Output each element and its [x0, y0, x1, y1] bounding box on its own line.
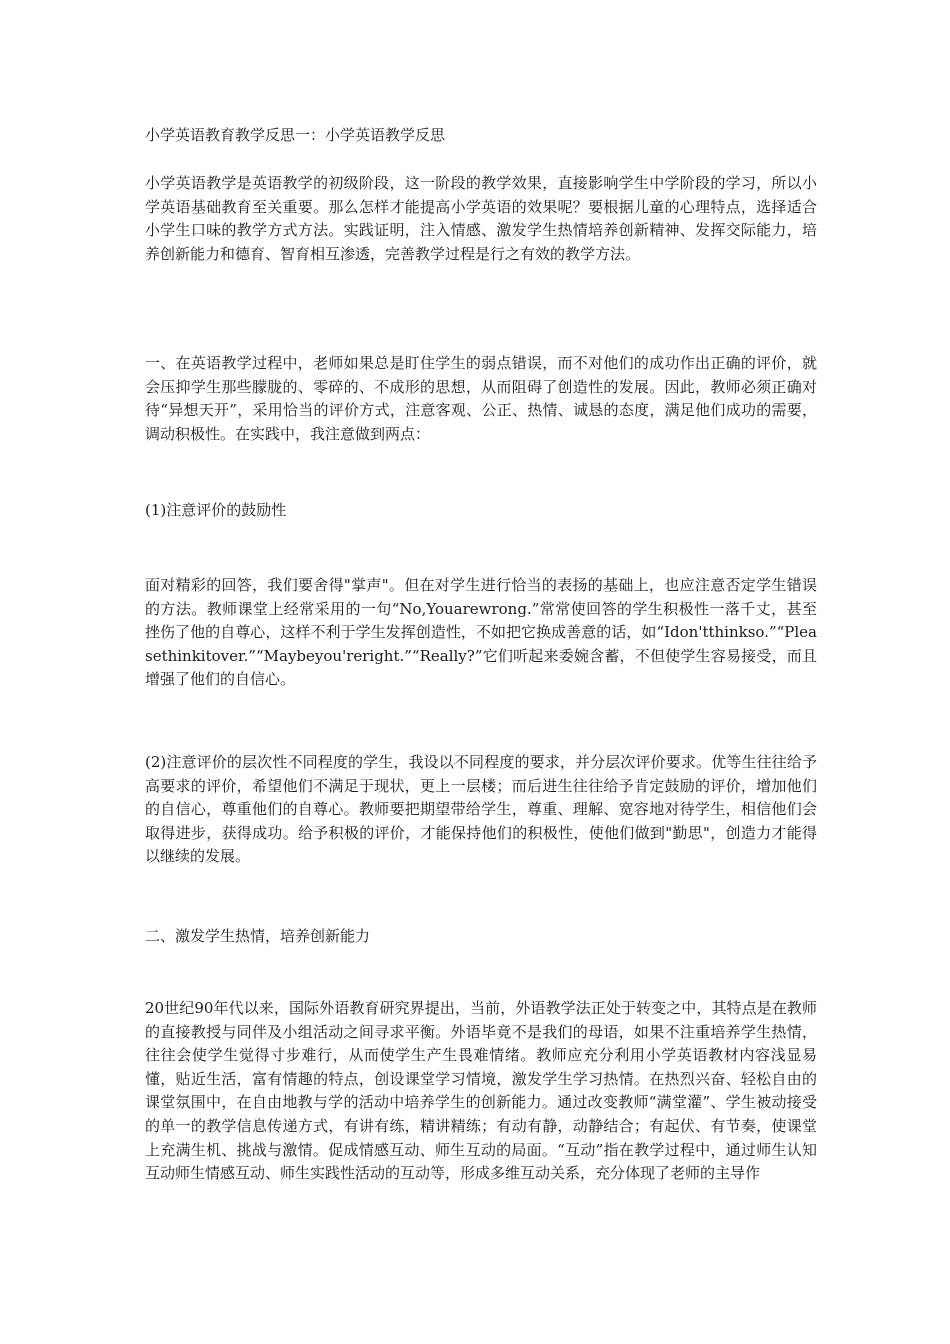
- hierarchy-paragraph: (2)注意评价的层次性不同程度的学生，我设以不同程度的要求，并分层次评价要求。优等生往往给予高要求的评价，希望他们不满足于现状，更上一层楼；而后进生往往给予肯定鼓励的评价，增加他们的自信心，尊重他们的自尊心。教师要把期望带给学生，尊重、理解、宽容地对待学生，相信他们会取得进步，获得成功。给予积极的评价，才能保持他们的积极性，使他们做到"勤思"，创造力才能得以继续的发展。: [145, 753, 817, 866]
- document-title: 小学英语教育教学反思一：小学英语教学反思: [145, 126, 446, 144]
- section-one-paragraph: 一、在英语教学过程中，老师如果总是盯住学生的弱点错误，而不对他们的成功作出正确的评价，就会压抑学生那些朦胧的、零碎的、不成形的思想，从而阻碍了创造性的发展。因此，教师必须正确对待“异想天开”，采用恰当的评价方式，注意客观、公正、热情、诚恳的态度，满足他们成功的需要，调动积极性。在实践中，我注意做到两点：: [145, 354, 817, 443]
- encouragement-paragraph: 面对精彩的回答，我们要舍得"掌声"。但在对学生进行恰当的表扬的基础上，也应注意否定学生错误的方法。教师课堂上经常采用的一句“No,Youarewrong.”常常使回答的学生积极性一落千丈，甚至挫伤了他的自尊心，这样不利于学生发挥创造性，不如把它换成善意的话，如“Idon'tthinkso.”“Pleasethinkitover.”“Maybeyou'reright.”“Really?”它们听起来委婉含蓄，不但使学生容易接受，而且增强了他们的自信心。: [145, 576, 817, 689]
- intro-paragraph: 小学英语教学是英语教学的初级阶段，这一阶段的教学效果，直接影响学生中学阶段的学习，所以小学英语基础教育至关重要。那么怎样才能提高小学英语的效果呢？要根据儿童的心理特点，选择适合小学生口味的教学方式方法。实践证明，注入情感、激发学生热情培养创新精神、发挥交际能力，培养创新能力和德育、智育相互渗透，完善教学过程是行之有效的教学方法。: [145, 174, 817, 263]
- section-two-heading: 二、激发学生热情，培养创新能力: [145, 927, 371, 945]
- section-two-paragraph: 20世纪90年代以来，国际外语教育研究界提出，当前，外语教学法正处于转变之中，其特点是在教师的直接教授与同伴及小组活动之间寻求平衡。外语毕竟不是我们的母语，如果不注重培养学生热情，往往会使学生觉得寸步难行，从而使学生产生畏难情绪。教师应充分利用小学英语教材内容浅显易懂，贴近生活，富有情趣的特点，创设课堂学习情境，激发学生学习热情。在热烈兴奋、轻松自由的课堂氛围中，在自由地教与学的活动中培养学生的创新能力。通过改变教师“满堂灌”、学生被动接受的单一的教学信息传递方式，有讲有练，精讲精练；有动有静，动静结合；有起伏、有节奏，使课堂上充满生机、挑战与激情。促成情感互动、师生互动的局面。“互动”指在教学过程中，通过师生认知互动师生情感互动、师生实践性活动的互动等，形成多维互动关系，充分体现了老师的主导作: [145, 999, 817, 1183]
- subheading-encouragement: (1)注意评价的鼓励性: [145, 501, 287, 519]
